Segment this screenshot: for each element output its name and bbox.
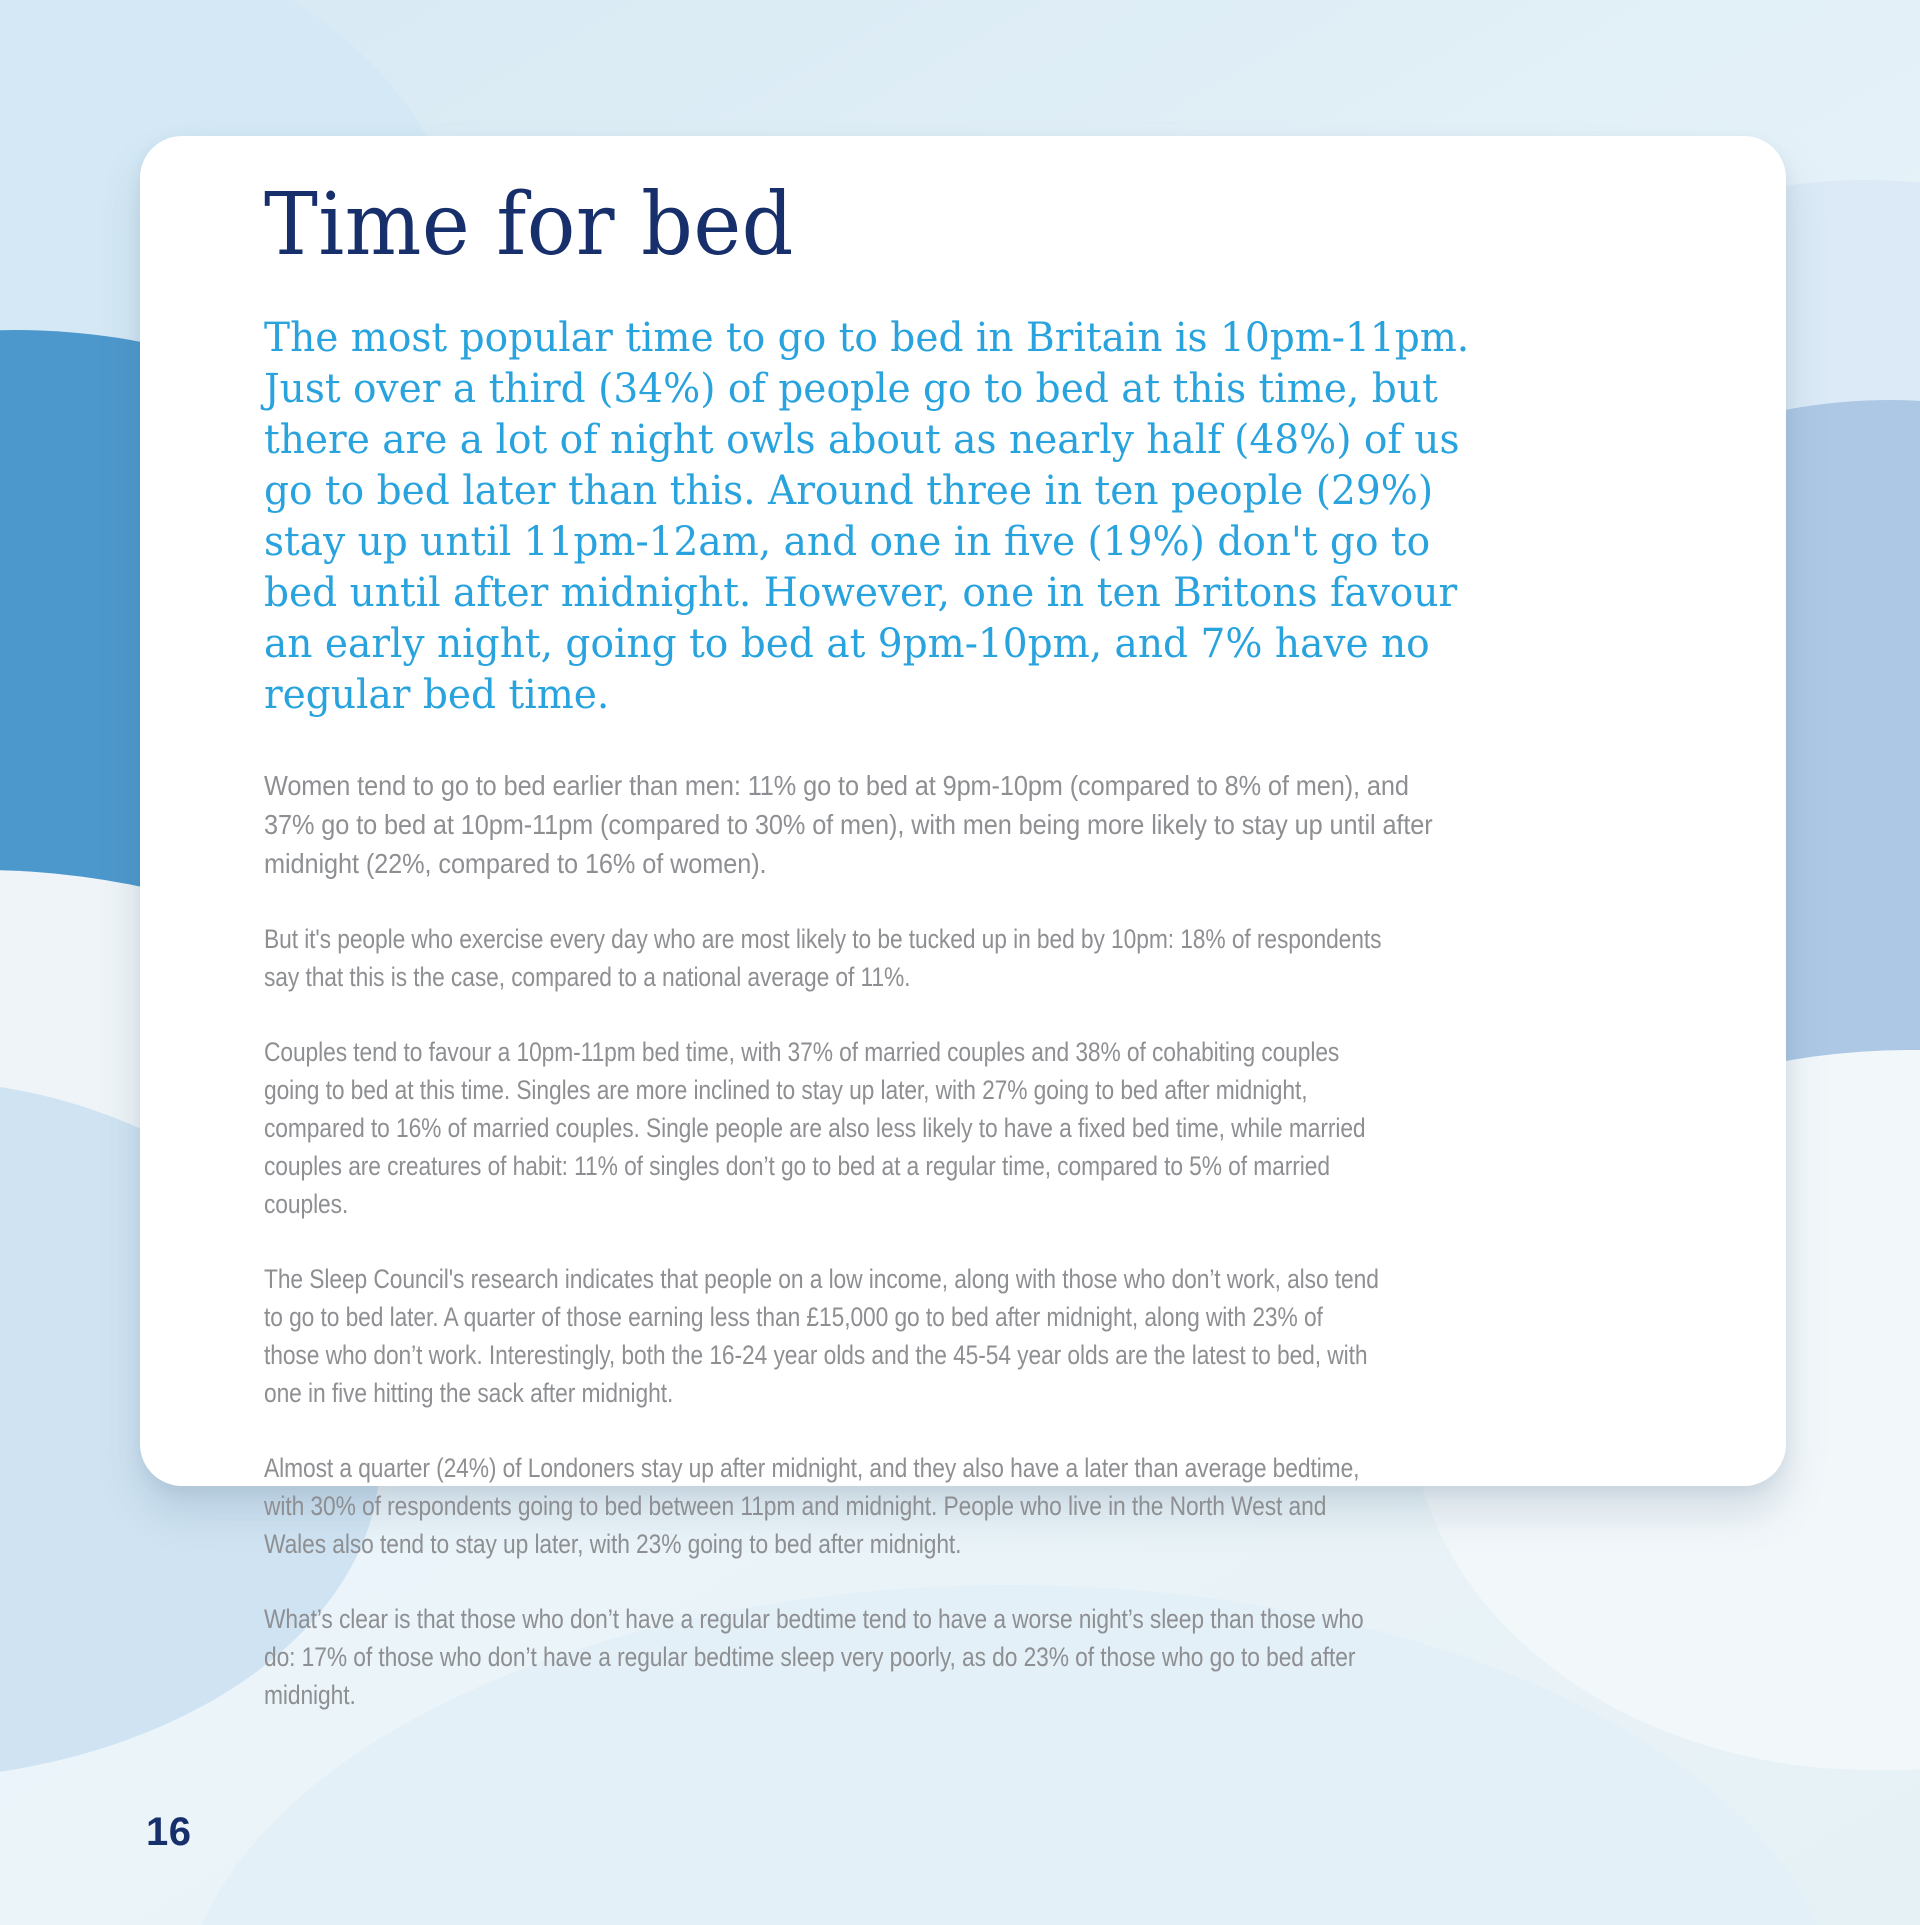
body-paragraph-6: What’s clear is that those who don’t have a regular bedtime tend to have a worse night’s sleep than those who do: 17% of those who don’t have a regular bedtime sleep very poorly, as do 23% of those who go to bed after midnight. bbox=[264, 1604, 1364, 1710]
body-paragraph-3: Couples tend to favour a 10pm-11pm bed time, with 37% of married couples and 38% of cohabiting couples going to bed at this time. Singles are more inclined to stay up later, with 27% going to bed after midnight, compared to 16% of married couples. Single people are also less likely to have a fixed bed time, while married couples are creatures of habit: 11% of singles don’t go to bed at a regular time, compared to 5% of married couples. bbox=[264, 1037, 1366, 1219]
card-inner bbox=[140, 136, 1786, 1714]
body-paragraph-4: The Sleep Council's research indicates that people on a low income, along with those who don’t work, also tend to go to bed later. A quarter of those earning less than £15,000 go to bed after midnight, along with 23% of those who don’t work. Interestingly, both the 16-24 year olds and the 45-54 year olds are the latest to bed, with one in five hitting the sack after midnight. bbox=[264, 1264, 1379, 1408]
body-paragraph-2: But it's people who exercise every day who are most likely to be tucked up in bed by 10pm: 18% of respondents say that this is the case, compared to a national average of 11%. bbox=[264, 924, 1382, 992]
body-paragraph-1: Women tend to go to bed earlier than men: 11% go to bed at 9pm-10pm (compared to 8% of men), and 37% go to bed at 10pm-11pm (compared to 30% of men), with men being more likely to stay up until after midnight (22%, compared to 16% of women). bbox=[264, 770, 1433, 879]
body-copy bbox=[264, 766, 1564, 1714]
body-paragraph-5: Almost a quarter (24%) of Londoners stay up after midnight, and they also have a later than average bedtime, with 30% of respondents going to bed between 11pm and midnight. People who live in the North West and Wales also tend to stay up later, with 23% going to bed after midnight. bbox=[264, 1453, 1360, 1559]
page-title: Time for bed bbox=[264, 175, 794, 275]
intro-paragraph: The most popular time to go to bed in Britain is 10pm-11pm. Just over a third (34%) of people go to bed at this time, but there are a lot of night owls about as nearly half (48%) of us go to bed later than this. Around three in ten people (29%) stay up until 11pm-12am, and one in five (19%) don't go to bed until after midnight. However, one in ten Britons favour an early night, going to bed at 9pm-10pm, and 7% have no regular bed time. bbox=[264, 313, 1470, 718]
content-card bbox=[140, 136, 1786, 1710]
page-number: 16 bbox=[146, 1810, 192, 1854]
